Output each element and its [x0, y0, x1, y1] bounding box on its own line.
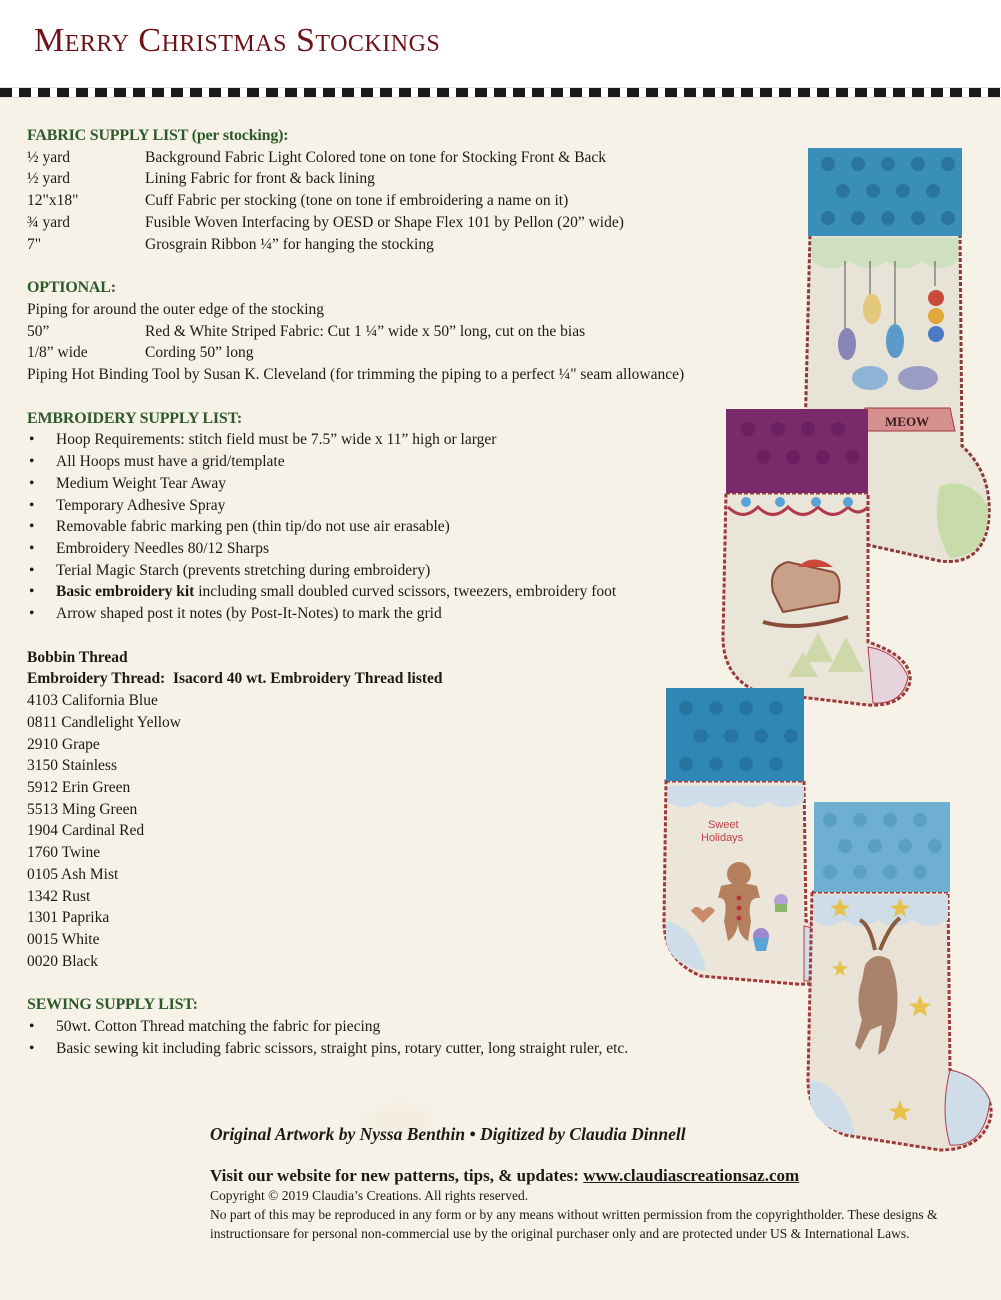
embroidery-supply-heading: EMBROIDERY SUPPLY LIST:: [27, 409, 243, 427]
embroidery-thread-label: Embroidery Thread: Isacord 40 wt. Embroidery Thread listed: [27, 670, 443, 688]
optional-heading: OPTIONAL:: [27, 279, 116, 297]
item-desc: Background Fabric Light Colored tone on tone for Stocking Front & Back: [145, 148, 607, 166]
thread-item: 4103 California Blue: [27, 692, 158, 710]
list-item: [27, 581, 807, 603]
kit-rest-text: including small doubled curved scissors, tweezers, embroidery foot: [194, 583, 617, 601]
list-item: • Medium Weight Tear Away: [27, 473, 807, 495]
item-qty: ½ yard: [27, 148, 71, 166]
sewing-supply-heading: SEWING SUPPLY LIST:: [27, 996, 198, 1014]
item-desc: Cording 50” long: [145, 344, 254, 362]
item-desc: Fusible Woven Interfacing by OESD or Shape Flex 101 by Pellon (20” wide): [145, 213, 624, 231]
embroidery-supply-section: [27, 408, 807, 625]
list-item: • 50wt. Cotton Thread matching the fabric for piecing: [27, 1016, 807, 1038]
list-item: • Basic sewing kit including fabric scissors, straight pins, rotary cutter, long straight ruler, etc.: [27, 1038, 807, 1060]
optional-tool: Piping Hot Binding Tool by Susan K. Cleveland (for trimming the piping to a perfect ¼" seam allowance): [27, 366, 685, 384]
fabric-supply-section: [27, 125, 807, 255]
sewing-supply-section: [27, 994, 807, 1059]
thread-item: 2910 Grape: [27, 735, 100, 753]
list-item: • Arrow shaped post it notes (by Post-It-Notes) to mark the grid: [27, 603, 807, 625]
stocking-reindeer-image: [800, 800, 1000, 1155]
optional-item: [27, 321, 807, 343]
fabric-item: [27, 234, 807, 256]
item-desc: Lining Fabric for front & back lining: [145, 170, 375, 188]
thread-item: 5513 Ming Green: [27, 800, 138, 818]
item-qty: 50”: [27, 322, 50, 340]
item-qty: ½ yard: [27, 170, 71, 188]
sewing-supply-list: [27, 1016, 807, 1059]
list-item: • Embroidery Needles 80/12 Sharps: [27, 538, 807, 560]
item-desc: Cuff Fabric per stocking (tone on tone if embroidering a name on it): [145, 192, 569, 210]
thread-item: 0105 Ash Mist: [27, 865, 119, 883]
fabric-item: [27, 190, 807, 212]
thread-item: 5912 Erin Green: [27, 778, 131, 796]
supply-content: [27, 125, 807, 1059]
header-banner: [0, 0, 1001, 87]
kit-bold-text: Basic embroidery kit: [56, 583, 195, 601]
copyright-text: Copyright © 2019 Claudia’s Creations. All rights reserved.: [210, 1188, 529, 1203]
website-line: [210, 1166, 990, 1186]
fabric-item: [27, 168, 807, 190]
list-item: • Terial Magic Starch (prevents stretching during embroidery): [27, 560, 807, 582]
item-qty: 7": [27, 235, 42, 253]
checkered-border: [0, 87, 1001, 98]
list-item: • Removable fabric marking pen (thin tip/do not use air erasable): [27, 516, 807, 538]
item-qty: 12"x18": [27, 192, 79, 210]
page-title: Merry Christmas Stockings: [34, 22, 441, 59]
thread-item: 0811 Candlelight Yellow: [27, 713, 182, 731]
thread-item: 1301 Paprika: [27, 909, 110, 927]
thread-item: 0015 White: [27, 930, 100, 948]
svg-text:Holidays: Holidays: [701, 832, 744, 844]
optional-item: [27, 342, 807, 364]
item-qty: ¾ yard: [27, 213, 71, 231]
fabric-item: [27, 147, 807, 169]
svg-text:Sweet: Sweet: [708, 819, 739, 831]
optional-section: [27, 277, 807, 386]
artwork-credit: Original Artwork by Nyssa Benthin • Digitized by Claudia Dinnell: [210, 1124, 686, 1144]
embroidery-supply-list: [27, 429, 807, 624]
fabric-supply-heading: FABRIC SUPPLY LIST (per stocking):: [27, 127, 289, 144]
thread-item: 1342 Rust: [27, 887, 91, 905]
item-desc: Grosgrain Ribbon ¼” for hanging the stocking: [145, 235, 434, 253]
visit-text: Visit our website for new patterns, tips, & updates:: [210, 1166, 584, 1185]
fabric-item: [27, 212, 807, 234]
item-qty: 1/8” wide: [27, 344, 88, 362]
list-item: • All Hoops must have a grid/template: [27, 451, 807, 473]
legal-notice: No part of this may be reproduced in any form or by any means without written permission from the copyrightholder. These designs & instructionsare for personal non-commercial use by the original purchaser only and are protected under US & International Laws.: [210, 1207, 938, 1241]
item-desc: Red & White Striped Fabric: Cut 1 ¼” wide x 50” long, cut on the bias: [145, 322, 586, 340]
thread-section: [27, 647, 807, 973]
website-link[interactable]: www.claudiascreationsaz.com: [583, 1166, 800, 1185]
list-item: • Hoop Requirements: stitch field must be 7.5” wide x 11” high or larger: [27, 429, 807, 451]
thread-item: 3150 Stainless: [27, 757, 117, 775]
list-item: • Temporary Adhesive Spray: [27, 495, 807, 517]
thread-item: 1760 Twine: [27, 844, 101, 862]
svg-text:MEOW: MEOW: [885, 414, 930, 429]
footer: [210, 1124, 990, 1243]
thread-item: 0020 Black: [27, 952, 99, 970]
optional-intro: Piping for around the outer edge of the stocking: [27, 300, 325, 318]
thread-item: 1904 Cardinal Red: [27, 822, 145, 840]
bobbin-thread-label: Bobbin Thread: [27, 648, 128, 666]
